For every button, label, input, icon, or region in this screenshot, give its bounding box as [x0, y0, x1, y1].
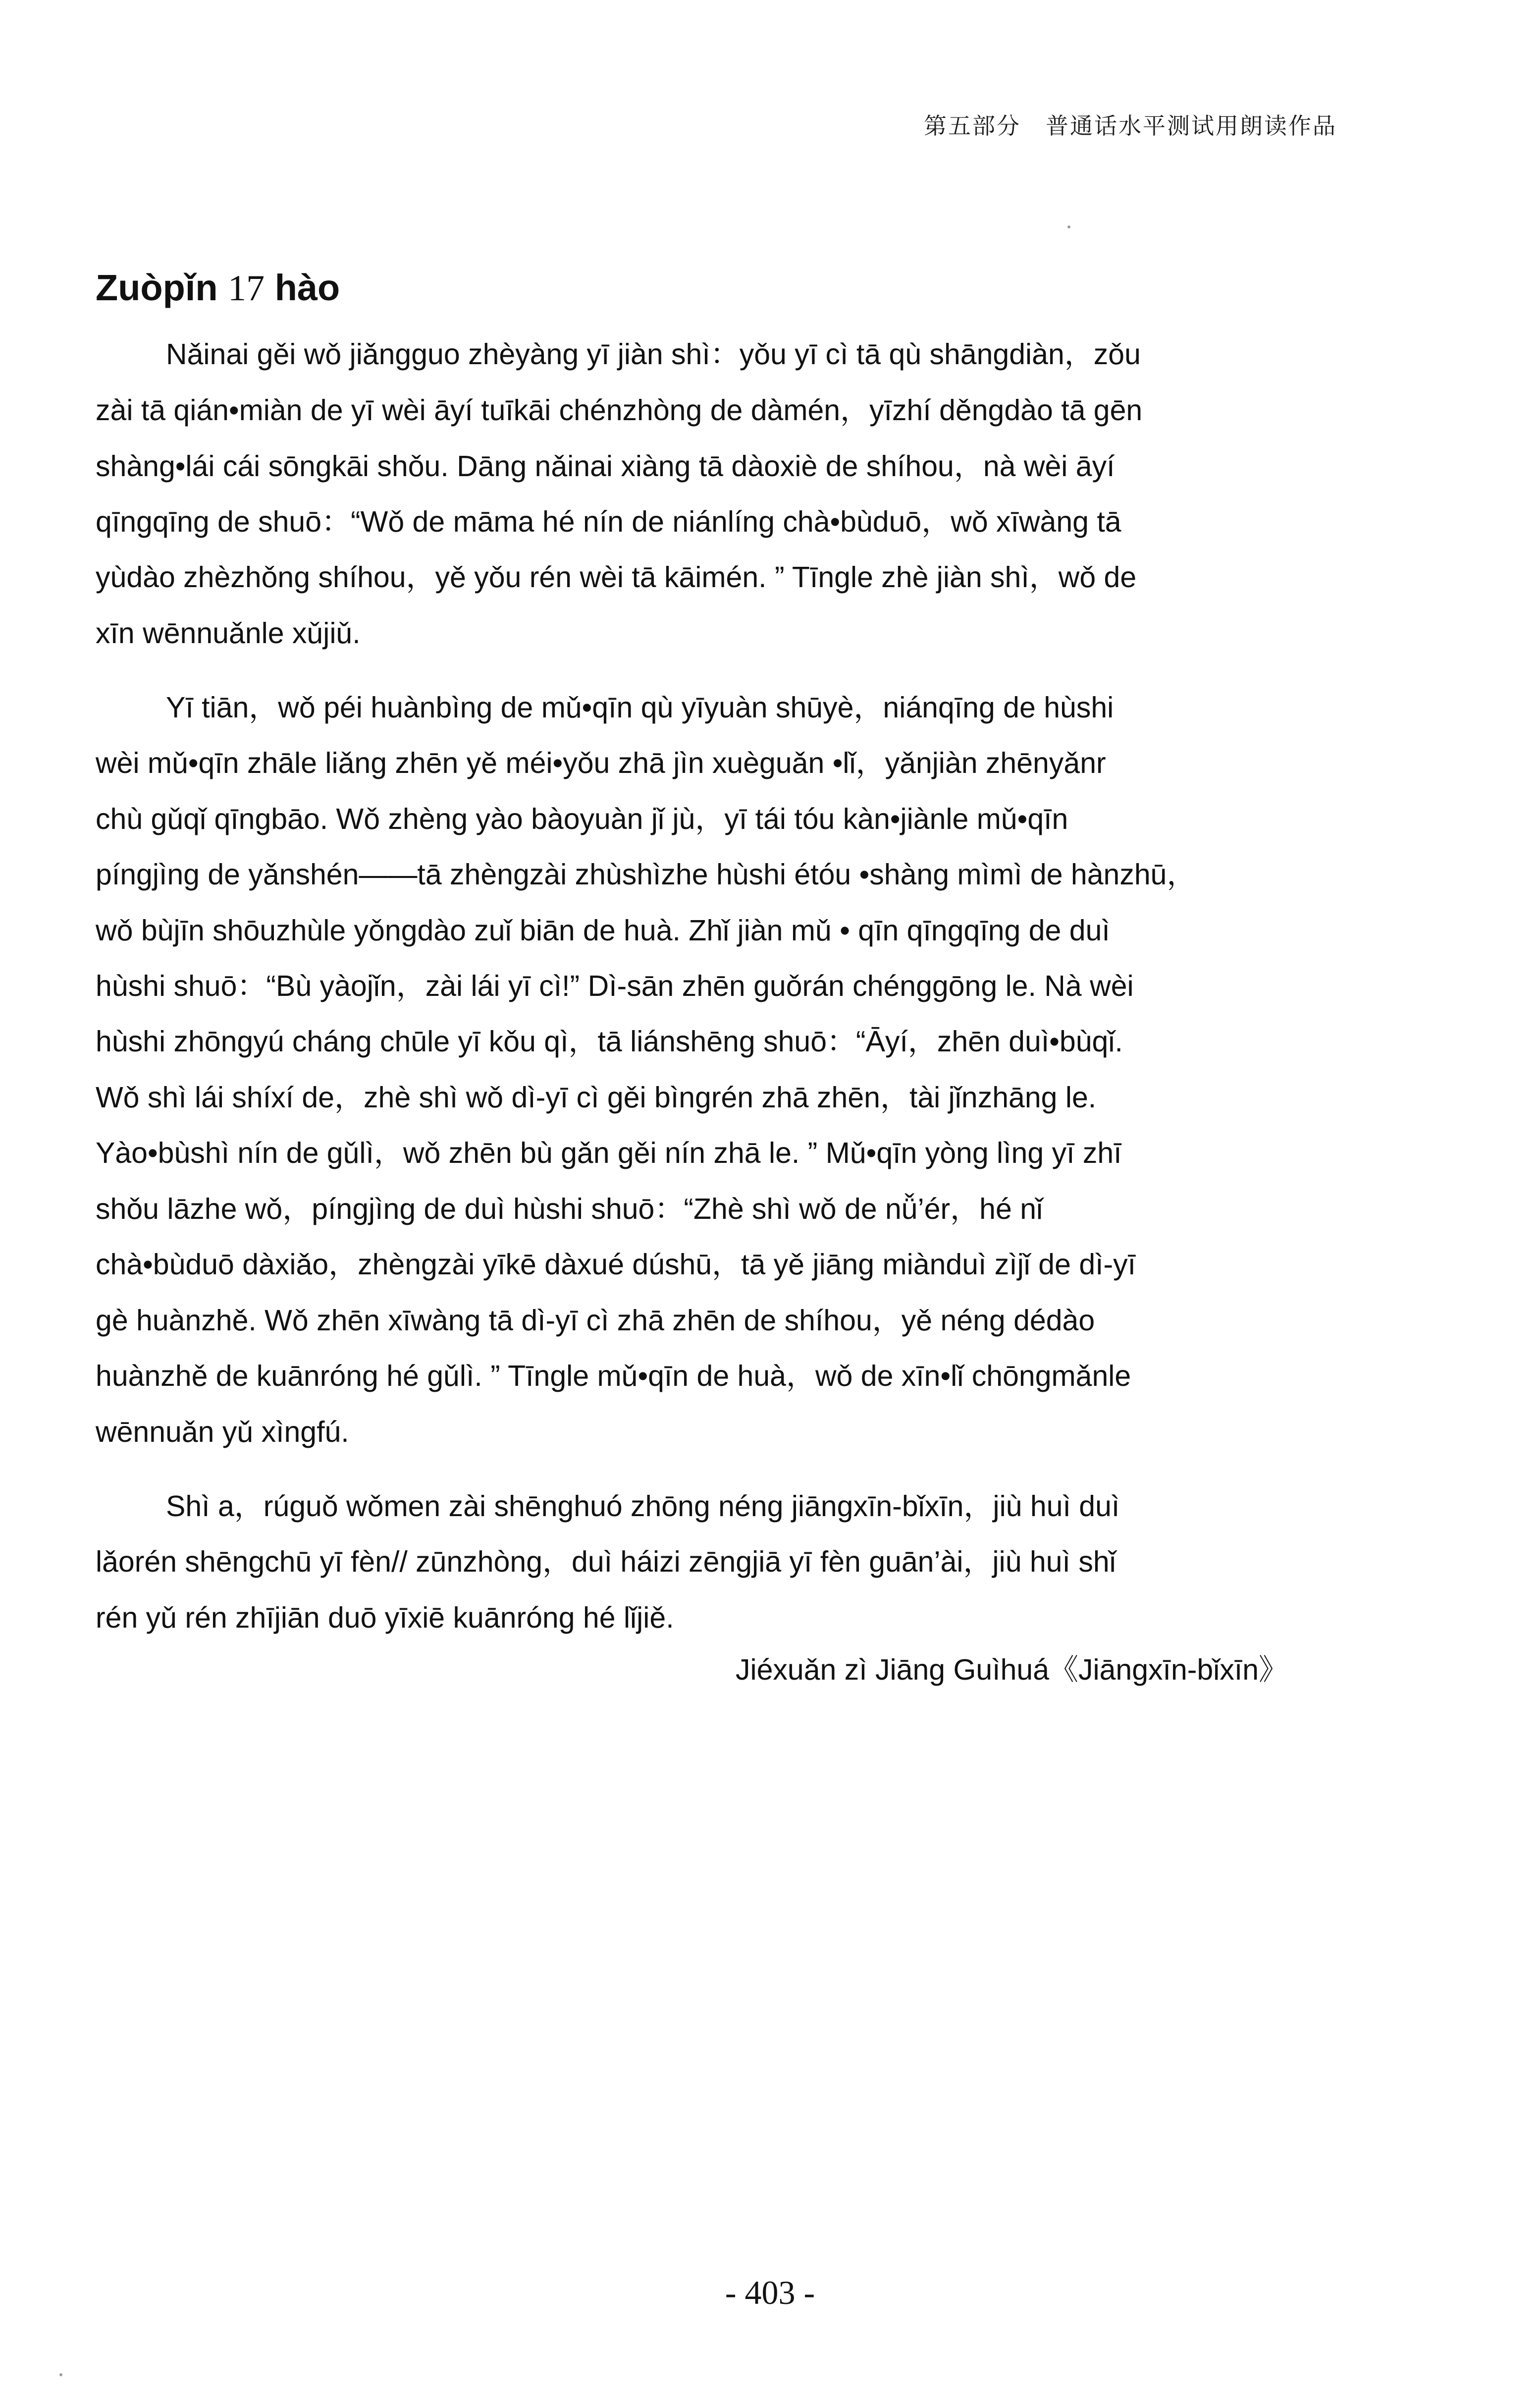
text-line: shàng•lái cái sōngkāi shǒu. Dāng nǎinai xiàng tā dàoxiè de shíhou，nà wèi āyí: [96, 450, 1115, 483]
text-line: huànzhě de kuānróng hé gǔlì. ” Tīngle mǔ•qīn de huà，wǒ de xīn•lǐ chōngmǎnle: [96, 1360, 1131, 1392]
scan-speck: [59, 2373, 62, 2376]
text-line: hùshi shuō：“Bù yàojǐn，zài lái yī cì!” Dì-sān zhēn guǒrán chénggōng le. Nà wèi: [96, 970, 1134, 1002]
text-line: wēnnuǎn yǔ xìngfú.: [96, 1416, 349, 1448]
header-section: 第五部分: [924, 112, 1021, 139]
text-line: wèi mǔ•qīn zhāle liǎng zhēn yě méi•yǒu zhā jìn xuèguǎn •lǐ，yǎnjiàn zhēnyǎnr: [96, 747, 1106, 779]
text-line: Shì a，rúguǒ wǒmen zài shēnghuó zhōng néng jiāngxīn-bǐxīn，jiù huì duì: [166, 1490, 1120, 1523]
text-line: yùdào zhèzhǒng shíhou，yě yǒu rén wèi tā kāimén. ” Tīngle zhè jiàn shì，wǒ de: [96, 561, 1137, 594]
text-line: chà•bùduō dàxiǎo，zhèngzài yīkē dàxué dúshū，tā yě jiāng miànduì zìjǐ de dì-yī: [96, 1248, 1136, 1281]
text-line: gè huànzhě. Wǒ zhēn xīwàng tā dì-yī cì zhā zhēn de shíhou，yě néng dédào: [96, 1304, 1095, 1337]
text-line: lǎorén shēngchū yī fèn// zūnzhòng，duì háizi zēngjiā yī fèn guān’ài，jiù huì shǐ: [96, 1545, 1116, 1578]
text-line: zài tā qián•miàn de yī wèi āyí tuīkāi chénzhòng de dàmén，yīzhí děngdào tā gēn: [96, 394, 1143, 427]
text-line: shǒu lāzhe wǒ，píngjìng de duì hùshi shuō：“Zhè shì wǒ de nǚ’ér，hé nǐ: [96, 1193, 1043, 1225]
scan-speck: [1067, 225, 1070, 228]
text-line: Yī tiān，wǒ péi huànbìng de mǔ•qīn qù yīyuàn shūyè，niánqīng de hùshi: [166, 691, 1114, 724]
text-line: rén yǔ rén zhījiān duō yīxiē kuānróng hé lǐjiě.: [96, 1601, 674, 1634]
text-line: wǒ bùjīn shōuzhùle yǒngdào zuǐ biān de huà. Zhǐ jiàn mǔ • qīn qīngqīng de duì: [96, 914, 1110, 947]
header-title: 普通话水平测试用朗读作品: [1046, 112, 1337, 139]
text-line: qīngqīng de shuō：“Wǒ de māma hé nín de niánlíng chà•bùduō，wǒ xīwàng tā: [96, 505, 1121, 538]
work-suffix: hào: [274, 267, 340, 308]
text-line: hùshi zhōngyú cháng chūle yī kǒu qì，tā liánshēng shuō：“Āyí，zhēn duì•bùqǐ.: [96, 1025, 1123, 1058]
text-line: Wǒ shì lái shíxí de，zhè shì wǒ dì-yī cì gěi bìngrén zhā zhēn，tài jǐnzhāng le.: [96, 1081, 1097, 1114]
text-line: Nǎinai gěi wǒ jiǎngguo zhèyàng yī jiàn shì：yǒu yī cì tā qù shāngdiàn，zǒu: [166, 338, 1141, 371]
text-line: xīn wēnnuǎnle xǔjiǔ.: [96, 617, 361, 650]
text-line: píngjìng de yǎnshén——tā zhèngzài zhùshìzhe hùshi étóu •shàng mìmì de hànzhū，: [96, 858, 1196, 891]
attribution: Jiéxuǎn zì Jiāng Guìhuá《Jiāngxīn-bǐxīn》: [736, 1653, 1288, 1686]
work-number: 17: [228, 268, 265, 309]
text-line: Yào•bùshì nín de gǔlì，wǒ zhēn bù gǎn gěi nín zhā le. ” Mǔ•qīn yòng lìng yī zhī: [96, 1137, 1122, 1169]
work-label: Zuòpǐn: [96, 267, 218, 308]
page-number: - 403 -: [725, 2274, 815, 2311]
text-line: chù gǔqǐ qīngbāo. Wǒ zhèng yào bàoyuàn jǐ jù，yī tái tóu kàn•jiànle mǔ•qīn: [96, 803, 1068, 835]
